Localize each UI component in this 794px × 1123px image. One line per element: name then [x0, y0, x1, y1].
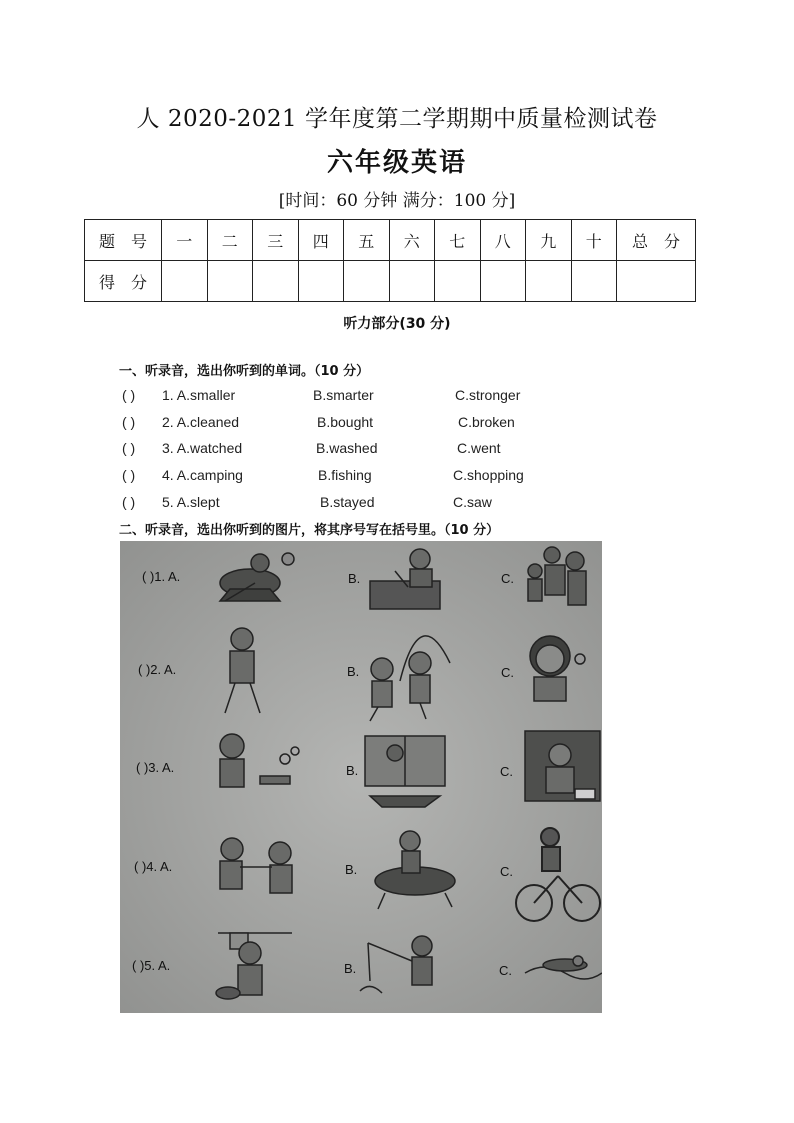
pic-q5-c-label: C. — [499, 963, 512, 978]
option-a: 2. A.cleaned — [162, 414, 240, 430]
score-cell-total[interactable] — [617, 261, 696, 302]
pic-q1-b-label: B. — [348, 571, 361, 586]
score-table-header-row — [85, 220, 696, 261]
option-c: C.stronger — [455, 387, 521, 403]
score-cell[interactable] — [298, 261, 344, 302]
pic-q4-b-label: B. — [345, 862, 358, 877]
option-a: 4. A.camping — [162, 467, 243, 483]
option-b: B.fishing — [318, 467, 372, 483]
col-1: 一 — [162, 220, 208, 261]
pic-q1-c-label: C. — [501, 571, 514, 586]
option-c: C.shopping — [453, 467, 524, 483]
option-c: C.went — [457, 440, 501, 456]
col-7: 七 — [435, 220, 481, 261]
pic-q3-a-label[interactable]: ( )3. A. — [136, 760, 175, 775]
option-a: 1. A.smaller — [162, 387, 236, 403]
picture-grid-illustration — [120, 541, 602, 1013]
score-table-score-row — [85, 261, 696, 302]
option-a: 5. A.slept — [162, 494, 220, 510]
part1-title: 一、听录音，选出你听到的单词。（10 分） — [119, 364, 370, 379]
picture-question-photo — [120, 541, 602, 1013]
col-9: 九 — [526, 220, 572, 261]
score-cell[interactable] — [435, 261, 481, 302]
answer-blank[interactable]: ( ) — [122, 467, 136, 483]
subject-title: 六年级英语 — [326, 148, 467, 178]
score-cell[interactable] — [253, 261, 299, 302]
option-b: B.smarter — [313, 387, 374, 403]
pic-q4-a-label[interactable]: ( )4. A. — [134, 859, 173, 874]
col-2: 二 — [207, 220, 253, 261]
pic-q5-a-label[interactable]: ( )5. A. — [132, 958, 171, 973]
col-total: 总 分 — [617, 220, 696, 261]
part2-title: 二、听录音，选出你听到的图片，将其序号写在括号里。（10 分） — [119, 523, 500, 538]
score-cell[interactable] — [162, 261, 208, 302]
option-a: 3. A.watched — [162, 440, 243, 456]
score-cell[interactable] — [389, 261, 435, 302]
option-c: C.broken — [458, 414, 515, 430]
option-b: B.stayed — [320, 494, 375, 510]
col-6: 六 — [389, 220, 435, 261]
row-label-score: 得 分 — [85, 261, 162, 302]
score-cell[interactable] — [480, 261, 526, 302]
score-cell[interactable] — [207, 261, 253, 302]
score-cell[interactable] — [526, 261, 572, 302]
row3-pic-c-reading — [525, 731, 600, 801]
answer-blank[interactable]: ( ) — [122, 440, 136, 456]
row3-pic-b-watching-rain — [365, 736, 445, 807]
option-b: B.washed — [316, 440, 378, 456]
score-table — [84, 219, 696, 302]
col-5: 五 — [344, 220, 390, 261]
pic-q5-b-label: B. — [344, 961, 357, 976]
col-10: 十 — [571, 220, 617, 261]
score-cell[interactable] — [571, 261, 617, 302]
answer-blank[interactable]: ( ) — [122, 494, 136, 510]
listening-section-title: 听力部分(30 分) — [343, 316, 451, 332]
col-3: 三 — [253, 220, 299, 261]
answer-blank[interactable]: ( ) — [122, 387, 136, 403]
pic-q3-b-label: B. — [346, 763, 359, 778]
pic-q2-a-label[interactable]: ( )2. A. — [138, 662, 177, 677]
exam-title: 人 2020-2021 学年度第二学期期中质量检测试卷 — [136, 106, 658, 132]
pic-q2-c-label: C. — [501, 665, 514, 680]
pic-q2-b-label: B. — [347, 664, 360, 679]
pic-q1-a-label[interactable]: ( )1. A. — [142, 569, 181, 584]
answer-blank[interactable]: ( ) — [122, 414, 136, 430]
option-c: C.saw — [453, 494, 492, 510]
time-score-info: [时间：60 分钟 满分：100 分] — [278, 191, 516, 211]
pic-q4-c-label: C. — [500, 864, 513, 879]
col-4: 四 — [298, 220, 344, 261]
option-b: B.bought — [317, 414, 374, 430]
row-label-question: 题 号 — [85, 220, 162, 261]
col-8: 八 — [480, 220, 526, 261]
score-cell[interactable] — [344, 261, 390, 302]
pic-q3-c-label: C. — [500, 764, 513, 779]
